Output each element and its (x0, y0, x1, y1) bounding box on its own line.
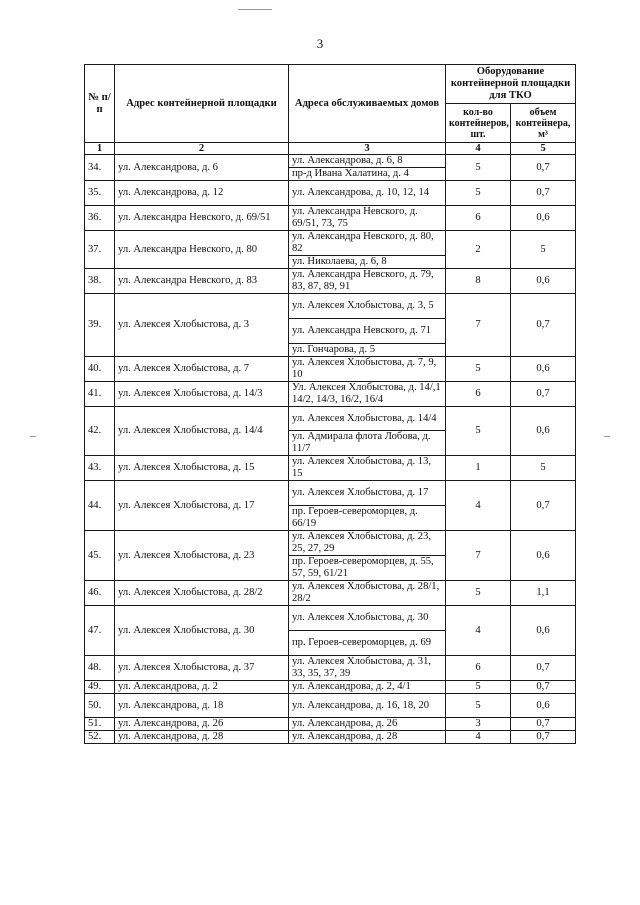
row-number: 46. (85, 581, 115, 606)
table-row (85, 407, 576, 431)
container-count: 1 (446, 456, 511, 481)
served-address: ул. Александрова, д. 6, 8 (289, 155, 446, 168)
row-number: 43. (85, 456, 115, 481)
served-address: ул. Алексея Хлобыстова, д. 31, 33, 35, 37, 39 (289, 656, 446, 681)
container-volume: 1,1 (511, 581, 576, 606)
table-row (85, 357, 576, 382)
served-address: ул. Алексея Хлобыстова, д. 17 (289, 481, 446, 506)
container-volume: 0,6 (511, 206, 576, 231)
container-count: 4 (446, 731, 511, 744)
container-volume: 0,7 (511, 181, 576, 206)
container-count: 5 (446, 357, 511, 382)
container-volume: 0,7 (511, 382, 576, 407)
served-address: ул. Александра Невского, д. 79, 83, 87, 89, 91 (289, 269, 446, 294)
table-row (85, 155, 576, 168)
header-equipment: Оборудование контейнерной площадки для ТКО (446, 65, 576, 104)
scan-artifact (238, 9, 272, 10)
page-number: 3 (316, 36, 324, 51)
column-number: 1 (85, 143, 115, 155)
served-address: ул. Николаева, д. 6, 8 (289, 256, 446, 269)
row-number: 50. (85, 694, 115, 718)
container-volume: 0,7 (511, 731, 576, 744)
container-volume: 5 (511, 231, 576, 269)
row-number: 37. (85, 231, 115, 269)
table-row (85, 681, 576, 694)
table-row (85, 181, 576, 206)
served-address: ул. Александра Невского, д. 69/51, 73, 75 (289, 206, 446, 231)
container-address: ул. Алексея Хлобыстова, д. 30 (115, 606, 289, 656)
container-volume: 0,7 (511, 718, 576, 731)
table-row (85, 269, 576, 294)
row-number: 52. (85, 731, 115, 744)
table-row (85, 294, 576, 319)
container-address: ул. Алексея Хлобыстова, д. 14/3 (115, 382, 289, 407)
row-number: 40. (85, 357, 115, 382)
header-number: № п/п (85, 65, 115, 143)
container-address: ул. Алексея Хлобыстова, д. 23 (115, 531, 289, 581)
row-number: 44. (85, 481, 115, 531)
table-row (85, 656, 576, 681)
row-number: 38. (85, 269, 115, 294)
container-count: 5 (446, 407, 511, 456)
row-number: 49. (85, 681, 115, 694)
scan-artifact (30, 436, 36, 437)
served-address: Ул. Алексея Хлобыстова, д. 14/,1 14/2, 14/3, 16/2, 16/4 (289, 382, 446, 407)
container-address: ул. Алексея Хлобыстова, д. 3 (115, 294, 289, 357)
container-address: ул. Алексея Хлобыстова, д. 28/2 (115, 581, 289, 606)
row-number: 42. (85, 407, 115, 456)
container-volume: 5 (511, 456, 576, 481)
row-number: 39. (85, 294, 115, 357)
served-address: пр-д Ивана Халатина, д. 4 (289, 168, 446, 181)
served-address: ул. Адмирала флота Лобова, д. 11/7 (289, 431, 446, 456)
table-row (85, 382, 576, 407)
container-volume: 0,7 (511, 656, 576, 681)
column-number: 4 (446, 143, 511, 155)
container-count: 6 (446, 206, 511, 231)
container-address: ул. Александрова, д. 28 (115, 731, 289, 744)
column-number-row (85, 143, 576, 155)
row-number: 34. (85, 155, 115, 181)
container-address: ул. Александрова, д. 26 (115, 718, 289, 731)
served-address: пр. Героев-североморцев, д. 69 (289, 631, 446, 656)
table-row (85, 531, 576, 556)
container-address: ул. Алексея Хлобыстова, д. 37 (115, 656, 289, 681)
container-sites-table (84, 64, 576, 744)
container-volume: 0,6 (511, 407, 576, 456)
container-count: 8 (446, 269, 511, 294)
served-address: ул. Алексея Хлобыстова, д. 14/4 (289, 407, 446, 431)
container-count: 6 (446, 382, 511, 407)
table-row (85, 231, 576, 256)
served-address: ул. Александрова, д. 16, 18, 20 (289, 694, 446, 718)
table-row (85, 206, 576, 231)
container-count: 6 (446, 656, 511, 681)
served-address: пр. Героев-североморцев, д. 55, 57, 59, 61/21 (289, 556, 446, 581)
container-address: ул. Александра Невского, д. 69/51 (115, 206, 289, 231)
served-address: ул. Александрова, д. 26 (289, 718, 446, 731)
column-number: 3 (289, 143, 446, 155)
container-volume: 0,7 (511, 294, 576, 357)
container-volume: 0,6 (511, 269, 576, 294)
served-address: ул. Александра Невского, д. 71 (289, 319, 446, 344)
container-volume: 0,6 (511, 606, 576, 656)
container-address: ул. Алексея Хлобыстова, д. 7 (115, 357, 289, 382)
container-count: 4 (446, 481, 511, 531)
container-address: ул. Александрова, д. 12 (115, 181, 289, 206)
table-row (85, 731, 576, 744)
container-volume: 0,6 (511, 694, 576, 718)
served-address: ул. Александра Невского, д. 80, 82 (289, 231, 446, 256)
served-address: ул. Алексея Хлобыстова, д. 30 (289, 606, 446, 631)
container-volume: 0,7 (511, 155, 576, 181)
container-count: 5 (446, 694, 511, 718)
container-count: 5 (446, 181, 511, 206)
container-count: 7 (446, 294, 511, 357)
row-number: 47. (85, 606, 115, 656)
container-address: ул. Александрова, д. 2 (115, 681, 289, 694)
served-address: ул. Алексея Хлобыстова, д. 7, 9, 10 (289, 357, 446, 382)
container-address: ул. Александрова, д. 6 (115, 155, 289, 181)
container-address: ул. Алексея Хлобыстова, д. 14/4 (115, 407, 289, 456)
container-count: 4 (446, 606, 511, 656)
container-volume: 0,7 (511, 681, 576, 694)
row-number: 45. (85, 531, 115, 581)
container-address: ул. Александра Невского, д. 83 (115, 269, 289, 294)
table-row (85, 456, 576, 481)
served-address: ул. Александрова, д. 10, 12, 14 (289, 181, 446, 206)
container-count: 5 (446, 581, 511, 606)
table-row (85, 718, 576, 731)
row-number: 36. (85, 206, 115, 231)
container-address: ул. Александрова, д. 18 (115, 694, 289, 718)
table-row (85, 481, 576, 506)
header-container-volume: объем контейнера, м³ (511, 104, 576, 143)
container-count: 7 (446, 531, 511, 581)
served-address: ул. Алексея Хлобыстова, д. 13, 15 (289, 456, 446, 481)
table-row (85, 694, 576, 718)
served-address: ул. Гончарова, д. 5 (289, 344, 446, 357)
row-number: 51. (85, 718, 115, 731)
container-count: 3 (446, 718, 511, 731)
container-volume: 0,6 (511, 357, 576, 382)
container-count: 5 (446, 681, 511, 694)
table-row (85, 606, 576, 631)
container-address: ул. Алексея Хлобыстова, д. 15 (115, 456, 289, 481)
container-address: ул. Александра Невского, д. 80 (115, 231, 289, 269)
served-address: ул. Александрова, д. 28 (289, 731, 446, 744)
served-address: ул. Алексея Хлобыстова, д. 3, 5 (289, 294, 446, 319)
container-count: 2 (446, 231, 511, 269)
header-served-addresses: Адреса обслуживаемых домов (289, 65, 446, 143)
served-address: ул. Алексея Хлобыстова, д. 23, 25, 27, 29 (289, 531, 446, 556)
served-address: ул. Александрова, д. 2, 4/1 (289, 681, 446, 694)
header-container-address: Адрес контейнерной площадки (115, 65, 289, 143)
container-address: ул. Алексея Хлобыстова, д. 17 (115, 481, 289, 531)
served-address: пр. Героев-североморцев, д. 66/19 (289, 506, 446, 531)
row-number: 48. (85, 656, 115, 681)
column-number: 5 (511, 143, 576, 155)
header-container-count: кол-во контейнеров, шт. (446, 104, 511, 143)
container-count: 5 (446, 155, 511, 181)
served-address: ул. Алексея Хлобыстова, д. 28/1, 28/2 (289, 581, 446, 606)
row-number: 35. (85, 181, 115, 206)
row-number: 41. (85, 382, 115, 407)
scan-artifact (604, 436, 610, 437)
container-volume: 0,7 (511, 481, 576, 531)
table-row (85, 581, 576, 606)
column-number: 2 (115, 143, 289, 155)
container-volume: 0,6 (511, 531, 576, 581)
table-body (85, 155, 576, 744)
